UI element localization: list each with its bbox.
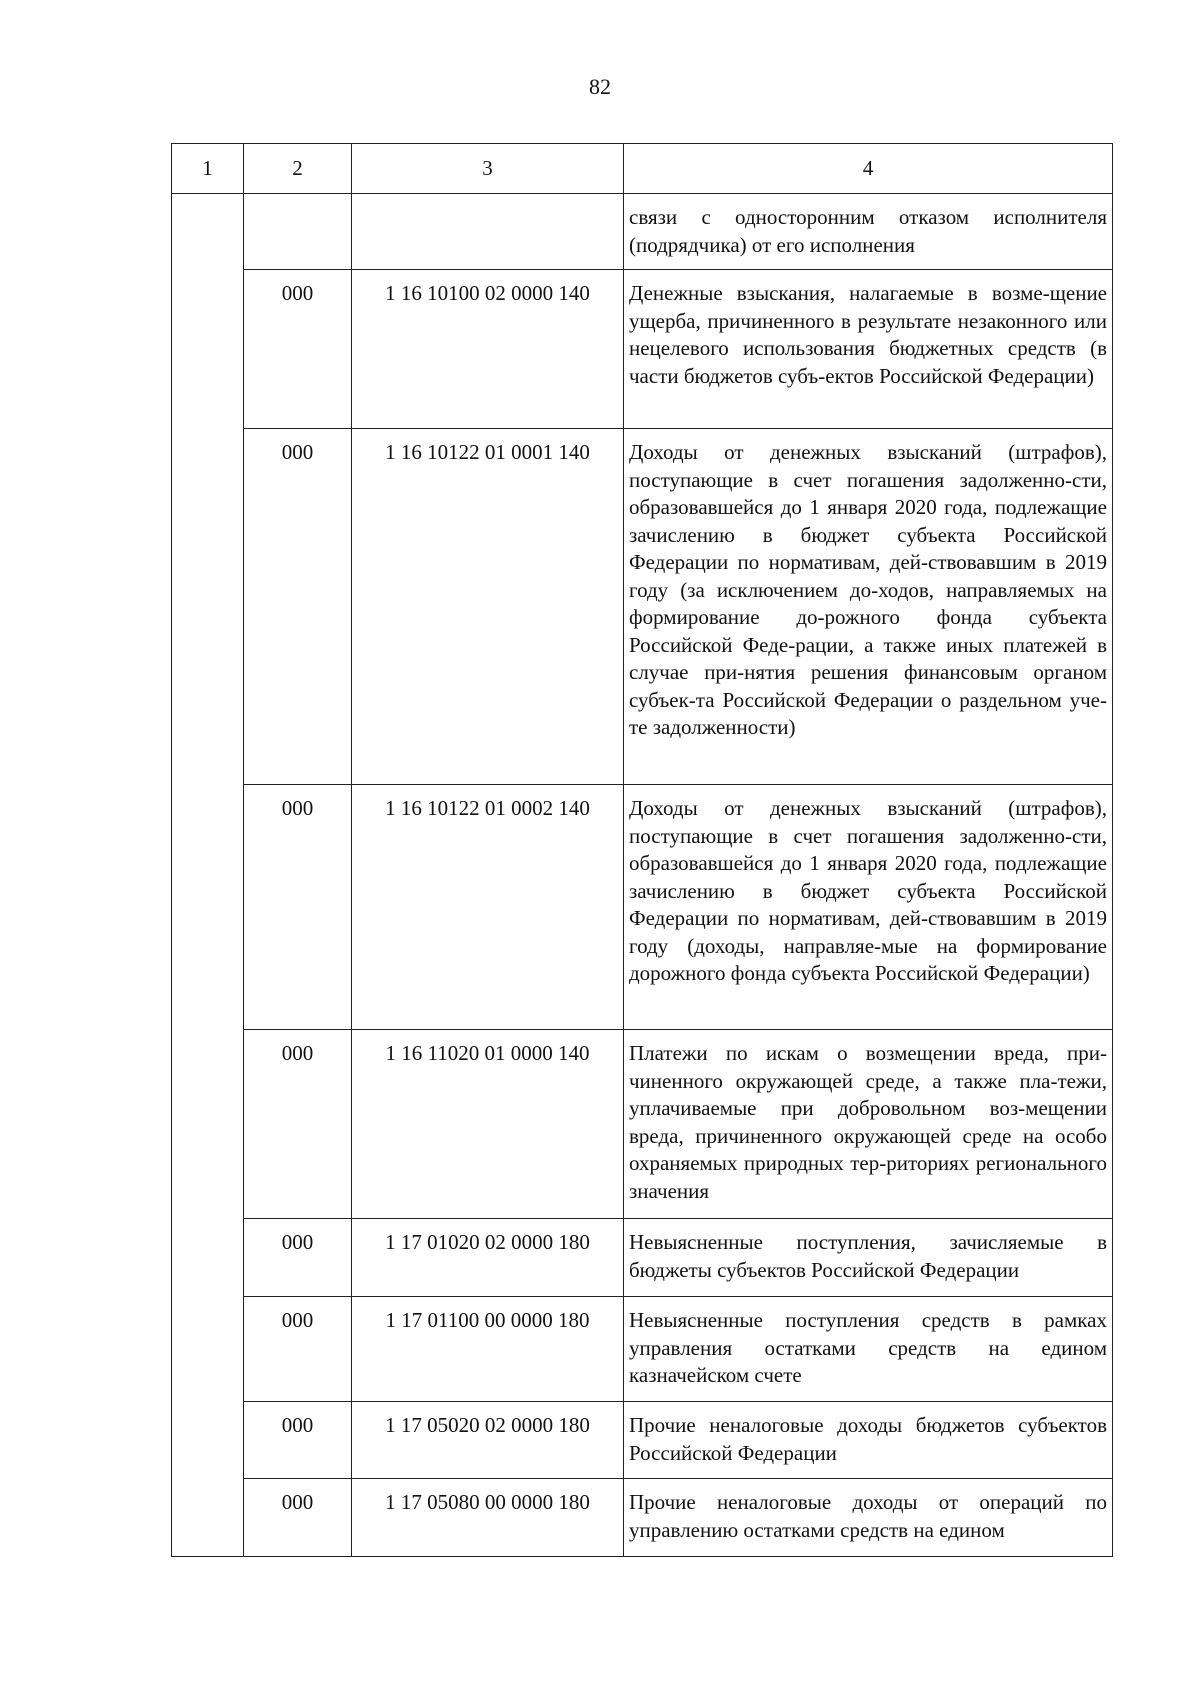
revenue-code-cell: 1 17 01020 02 0000 180 (352, 1219, 624, 1297)
revenue-code-cell: 1 16 10122 01 0001 140 (352, 429, 624, 785)
description-cell: Прочие неналоговые доходы от операций по управлению остатками средств на едином (624, 1479, 1113, 1557)
header-col-2: 2 (244, 144, 352, 194)
table-row (172, 194, 1113, 270)
revenue-codes-table (171, 143, 1113, 1557)
table-row (172, 270, 1113, 429)
header-col-4: 4 (624, 144, 1113, 194)
table-row (172, 429, 1113, 785)
header-col-1: 1 (172, 144, 244, 194)
description-cell: Прочие неналоговые доходы бюджетов субъектов Российской Федерации (624, 1402, 1113, 1479)
admin-code-cell: 000 (244, 1479, 352, 1557)
admin-code-cell: 000 (244, 429, 352, 785)
admin-code-cell: 000 (244, 1297, 352, 1402)
column-1-cell (172, 194, 244, 1557)
revenue-code-cell (352, 194, 624, 270)
admin-code-cell: 000 (244, 270, 352, 429)
admin-code-cell: 000 (244, 1219, 352, 1297)
table-row (172, 1402, 1113, 1479)
description-cell: Денежные взыскания, налагаемые в возме-щение ущерба, причиненного в результате незаконного или нецелевого использования бюджетных средств (в части бюджетов субъ-ектов Российской Федерации) (624, 270, 1113, 429)
description-cell: Доходы от денежных взысканий (штрафов), поступающие в счет погашения задолженно-сти, образовавшейся до 1 января 2020 года, подлежащие зачислению в бюджет субъекта Российской Федерации по нормативам, дей-ствовавшим в 2019 году (доходы, направляе-мые на формирование дорожного фонда субъекта Российской Федерации) (624, 785, 1113, 1030)
description-cell: Доходы от денежных взысканий (штрафов), поступающие в счет погашения задолженно-сти, образовавшейся до 1 января 2020 года, подлежащие зачислению в бюджет субъекта Российской Федерации по нормативам, дей-ствовавшим в 2019 году (за исключением до-ходов, направляемых на формирование до-рожного фонда субъекта Российской Феде-рации, а также иных платежей в случае при-нятия решения финансовым органом субъек-та Российской Федерации о раздельном уче-те задолженности) (624, 429, 1113, 785)
table-row (172, 1219, 1113, 1297)
table-header-row (172, 144, 1113, 194)
admin-code-cell (244, 194, 352, 270)
revenue-code-cell: 1 17 05080 00 0000 180 (352, 1479, 624, 1557)
revenue-code-cell: 1 16 11020 01 0000 140 (352, 1030, 624, 1219)
admin-code-cell: 000 (244, 785, 352, 1030)
header-col-3: 3 (352, 144, 624, 194)
description-cell: Невыясненные поступления, зачисляемые в бюджеты субъектов Российской Федерации (624, 1219, 1113, 1297)
description-cell: Невыясненные поступления средств в рамках управления остатками средств на едином казначейском счете (624, 1297, 1113, 1402)
admin-code-cell: 000 (244, 1402, 352, 1479)
page-number: 82 (589, 74, 611, 99)
revenue-code-cell: 1 17 05020 02 0000 180 (352, 1402, 624, 1479)
admin-code-cell: 000 (244, 1030, 352, 1219)
table-row (172, 785, 1113, 1030)
table-row (172, 1297, 1113, 1402)
table-row (172, 1479, 1113, 1557)
revenue-code-cell: 1 17 01100 00 0000 180 (352, 1297, 624, 1402)
description-cell: связи с односторонним отказом исполнителя (подрядчика) от его исполнения (624, 194, 1113, 270)
revenue-code-cell: 1 16 10100 02 0000 140 (352, 270, 624, 429)
description-cell: Платежи по искам о возмещении вреда, при-чиненного окружающей среде, а также пла-тежи, уплачиваемые при добровольном воз-мещении вреда, причиненного окружающей среде на особо охраняемых природных тер-риториях регионального значения (624, 1030, 1113, 1219)
revenue-code-cell: 1 16 10122 01 0002 140 (352, 785, 624, 1030)
table-row (172, 1030, 1113, 1219)
